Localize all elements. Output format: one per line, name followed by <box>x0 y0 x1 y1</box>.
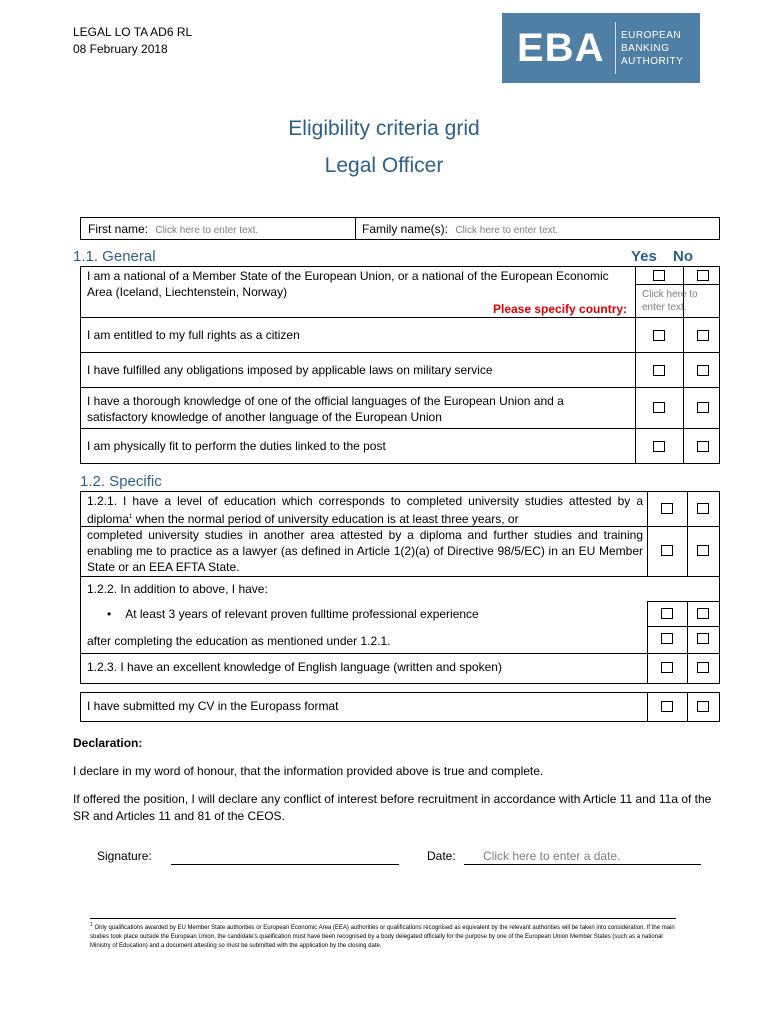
languages-yes-checkbox[interactable] <box>653 402 665 413</box>
date-label: Date: <box>427 849 456 863</box>
english-yes-checkbox[interactable] <box>661 662 673 673</box>
education-yes-checkbox[interactable] <box>661 503 673 514</box>
citizen-rights-no-checkbox[interactable] <box>697 330 709 341</box>
first-name-label: First name: <box>88 222 149 236</box>
criterion-citizen-rights: I am entitled to my full rights as a citizen <box>87 328 300 342</box>
bullet: • <box>107 607 112 621</box>
country-input[interactable]: Click here to enter text. <box>642 289 698 313</box>
reference-code: LEGAL LO TA AD6 RL <box>73 25 193 39</box>
lawyer-training-yes-checkbox[interactable] <box>661 545 673 556</box>
footnote-text: Only qualifications awarded by EU Member State authorities or European Economic Area (EEA) authorities or qualifications recognised as equivalent by the relevant authorities will be taken into consideration. If the main studies took place outside the European Union, the candidate's qualification must have been recognised by a body delegated officially for the purpose by one of the European Union Member States (such as a national Ministry of Education) and a document attesting so must be submitted with the application by the closing date. <box>90 925 675 949</box>
footnote <box>90 921 680 951</box>
lawyer-training-no-checkbox[interactable] <box>697 545 709 556</box>
criterion-english: 1.2.3. I have an excellent knowledge of English language (written and spoken) <box>87 660 502 674</box>
specific-criteria-table <box>80 491 720 684</box>
logo-mark: EBA <box>517 25 605 70</box>
declaration-heading: Declaration: <box>73 736 143 750</box>
signature-label: Signature: <box>97 849 152 863</box>
footnote-separator <box>90 918 676 919</box>
logo-words <box>621 29 683 68</box>
section-general-heading: 1.1. General <box>73 248 156 265</box>
specify-country-label: Please specify country: <box>493 302 628 316</box>
page-title: Eligibility criteria grid <box>288 117 480 140</box>
physically-fit-yes-checkbox[interactable] <box>653 441 665 452</box>
criterion-nationality: I am a national of a Member State of the European Union, or a national of the European Economic Area (Iceland, Liechtenstein, Norway) <box>87 269 609 299</box>
after-education-no-checkbox[interactable] <box>697 633 709 644</box>
after-education-yes-checkbox[interactable] <box>661 633 673 644</box>
declaration-honour: I declare in my word of honour, that the information provided above is true and complete. <box>73 764 544 778</box>
family-name-field[interactable] <box>362 221 558 239</box>
signature-line[interactable] <box>171 864 399 865</box>
logo-word-2: BANKING <box>621 42 670 54</box>
yes-column-heading: Yes <box>631 248 657 265</box>
footnote-reference: 1 <box>129 514 133 520</box>
education-text-end: when the normal period of university education is at least three years, or <box>132 512 519 526</box>
criterion-experience <box>107 606 479 622</box>
document-date: 08 February 2018 <box>73 42 168 56</box>
languages-no-checkbox[interactable] <box>697 402 709 413</box>
cv-yes-checkbox[interactable] <box>661 701 673 712</box>
criterion-military-service: I have fulfilled any obligations imposed by applicable laws on military service <box>87 363 493 377</box>
logo-separator <box>615 22 616 74</box>
first-name-field[interactable] <box>88 221 258 239</box>
declaration-conflict: If offered the position, I will declare any conflict of interest before recruitment in accordance with Article 11 and 11a of the SR and Articles 11 and 81 of the CEOS. <box>73 792 712 823</box>
section-specific-heading: 1.2. Specific <box>80 473 162 490</box>
education-no-checkbox[interactable] <box>697 503 709 514</box>
no-column-heading: No <box>673 248 693 265</box>
criterion-education-diploma <box>87 493 643 527</box>
nationality-yes-checkbox[interactable] <box>653 270 665 281</box>
name-fields-box <box>80 217 720 240</box>
military-service-no-checkbox[interactable] <box>697 365 709 376</box>
eba-logo <box>502 13 700 83</box>
physically-fit-no-checkbox[interactable] <box>697 441 709 452</box>
criterion-additional-heading: 1.2.2. In addition to above, I have: <box>87 582 268 596</box>
criterion-cv-europass: I have submitted my CV in the Europass format <box>87 699 339 713</box>
cv-no-checkbox[interactable] <box>697 701 709 712</box>
english-no-checkbox[interactable] <box>697 662 709 673</box>
citizen-rights-yes-checkbox[interactable] <box>653 330 665 341</box>
military-service-yes-checkbox[interactable] <box>653 365 665 376</box>
experience-text: At least 3 years of relevant proven fulltime professional experience <box>125 607 479 621</box>
cv-criteria-table <box>80 692 720 722</box>
education-text: 1.2.1. I have a level of education which corresponds to completed university studies attested by a diploma <box>87 494 643 526</box>
nationality-no-checkbox[interactable] <box>697 270 709 281</box>
logo-word-3: AUTHORITY <box>621 55 684 67</box>
general-criteria-table <box>80 266 720 464</box>
date-line <box>464 864 701 865</box>
footnote-number: 1 <box>90 922 93 928</box>
criterion-after-education: after completing the education as mentioned under 1.2.1. <box>87 634 391 648</box>
page-subtitle: Legal Officer <box>324 154 444 177</box>
experience-no-checkbox[interactable] <box>697 608 709 619</box>
family-name-placeholder[interactable]: Click here to enter text. <box>455 225 559 236</box>
criterion-physically-fit: I am physically fit to perform the duties linked to the post <box>87 439 386 453</box>
criterion-languages: I have a thorough knowledge of one of the official languages of the European Union and a satisfactory knowledge of another language of the European Union <box>87 394 564 424</box>
family-name-label: Family name(s): <box>362 222 449 236</box>
first-name-placeholder[interactable]: Click here to enter text. <box>155 225 259 236</box>
criterion-lawyer-training: completed university studies in another area attested by a diploma and further studies and training enabling me to practice as a lawyer (as defined in Article 1(2)(a) of Directive 98/5/EC) in an EU Member State or an EEA EFTA State. <box>87 528 643 574</box>
document-reference <box>73 24 192 58</box>
logo-word-1: EUROPEAN <box>621 29 682 41</box>
date-input[interactable]: Click here to enter a date. <box>483 849 621 863</box>
experience-yes-checkbox[interactable] <box>661 608 673 619</box>
